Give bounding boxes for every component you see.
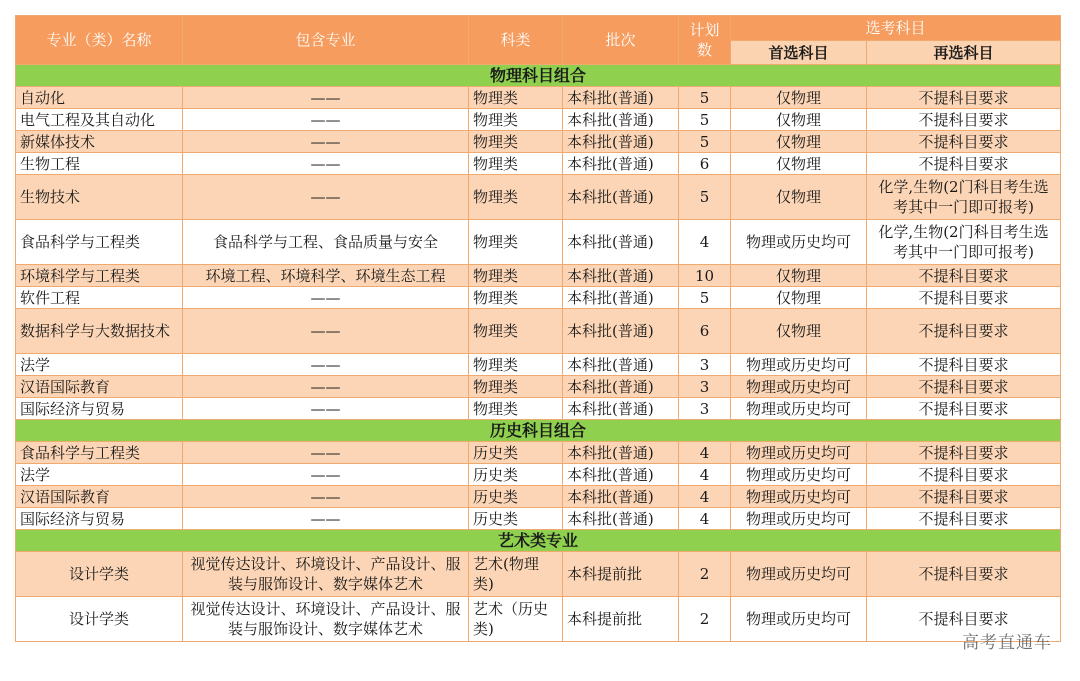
cell-included: 视觉传达设计、环境设计、产品设计、服装与服饰设计、数字媒体艺术: [183, 552, 469, 597]
cell-plan: 3: [679, 398, 731, 420]
cell-batch: 本科批(普通): [563, 508, 679, 530]
cell-name: 电气工程及其自动化: [16, 109, 183, 131]
cell-second-subject: 不提科目要求: [867, 464, 1061, 486]
cell-plan: 4: [679, 220, 731, 265]
cell-included: ——: [183, 153, 469, 175]
cell-included: ——: [183, 87, 469, 109]
group-title: 物理科目组合: [16, 65, 1061, 87]
cell-category: 历史类: [469, 508, 563, 530]
cell-name: 新媒体技术: [16, 131, 183, 153]
cell-included: ——: [183, 464, 469, 486]
header-plan: [679, 16, 731, 65]
cell-category: 物理类: [469, 153, 563, 175]
cell-first-subject: 仅物理: [731, 87, 867, 109]
cell-name: 环境科学与工程类: [16, 265, 183, 287]
cell-category: 物理类: [469, 354, 563, 376]
cell-included: 食品科学与工程、食品质量与安全: [183, 220, 469, 265]
cell-included: ——: [183, 354, 469, 376]
header-name: 专业（类）名称: [16, 16, 183, 65]
cell-second-subject: 不提科目要求: [867, 508, 1061, 530]
cell-included: 视觉传达设计、环境设计、产品设计、服装与服饰设计、数字媒体艺术: [183, 597, 469, 642]
cell-first-subject: 仅物理: [731, 153, 867, 175]
cell-plan: 5: [679, 131, 731, 153]
cell-category: 艺术（历史类): [469, 597, 563, 642]
cell-second-subject: 不提科目要求: [867, 597, 1061, 642]
cell-included: 环境工程、环境科学、环境生态工程: [183, 265, 469, 287]
table-row: [16, 109, 1061, 131]
header-subjects: 选考科目: [731, 16, 1061, 41]
cell-second-subject: 不提科目要求: [867, 287, 1061, 309]
cell-second-subject: 不提科目要求: [867, 486, 1061, 508]
cell-first-subject: 仅物理: [731, 109, 867, 131]
table-row: [16, 220, 1061, 265]
table-row: [16, 175, 1061, 220]
cell-batch: 本科批(普通): [563, 220, 679, 265]
cell-second-subject: 不提科目要求: [867, 131, 1061, 153]
cell-first-subject: 仅物理: [731, 131, 867, 153]
table-row: [16, 464, 1061, 486]
cell-included: ——: [183, 442, 469, 464]
cell-included: ——: [183, 109, 469, 131]
table-row: [16, 486, 1061, 508]
cell-batch: 本科批(普通): [563, 131, 679, 153]
cell-category: 物理类: [469, 131, 563, 153]
header-plan-line2: 数: [696, 41, 712, 59]
cell-second-subject: 不提科目要求: [867, 398, 1061, 420]
cell-second-subject: 不提科目要求: [867, 354, 1061, 376]
cell-first-subject: 物理或历史均可: [731, 486, 867, 508]
cell-second-subject: 不提科目要求: [867, 153, 1061, 175]
header-category: 科类: [469, 16, 563, 65]
cell-batch: 本科批(普通): [563, 265, 679, 287]
cell-name: 食品科学与工程类: [16, 220, 183, 265]
cell-category: 物理类: [469, 220, 563, 265]
table-row: [16, 354, 1061, 376]
cell-first-subject: 物理或历史均可: [731, 220, 867, 265]
cell-name: 设计学类: [16, 597, 183, 642]
cell-plan: 3: [679, 354, 731, 376]
table-row: [16, 398, 1061, 420]
cell-plan: 4: [679, 486, 731, 508]
cell-name: 食品科学与工程类: [16, 442, 183, 464]
cell-batch: 本科批(普通): [563, 376, 679, 398]
cell-first-subject: 仅物理: [731, 309, 867, 354]
cell-included: ——: [183, 508, 469, 530]
cell-name: 汉语国际教育: [16, 486, 183, 508]
cell-plan: 3: [679, 376, 731, 398]
cell-name: 自动化: [16, 87, 183, 109]
cell-first-subject: 物理或历史均可: [731, 552, 867, 597]
cell-name: 设计学类: [16, 552, 183, 597]
cell-second-subject: 不提科目要求: [867, 309, 1061, 354]
admission-table-page: [15, 15, 1060, 642]
cell-first-subject: 物理或历史均可: [731, 464, 867, 486]
cell-batch: 本科批(普通): [563, 398, 679, 420]
cell-first-subject: 物理或历史均可: [731, 354, 867, 376]
cell-name: 生物工程: [16, 153, 183, 175]
cell-batch: 本科批(普通): [563, 87, 679, 109]
cell-batch: 本科提前批: [563, 552, 679, 597]
cell-plan: 5: [679, 109, 731, 131]
cell-included: ——: [183, 175, 469, 220]
cell-plan: 2: [679, 552, 731, 597]
cell-first-subject: 物理或历史均可: [731, 597, 867, 642]
cell-name: 软件工程: [16, 287, 183, 309]
group-title: 历史科目组合: [16, 420, 1061, 442]
cell-batch: 本科批(普通): [563, 287, 679, 309]
table-row: [16, 552, 1061, 597]
table-row: [16, 153, 1061, 175]
cell-included: ——: [183, 376, 469, 398]
cell-category: 物理类: [469, 87, 563, 109]
table-row: [16, 309, 1061, 354]
cell-category: 物理类: [469, 376, 563, 398]
group-row: [16, 420, 1061, 442]
header-second-subject: 再选科目: [867, 41, 1061, 65]
header-batch: 批次: [563, 16, 679, 65]
cell-batch: 本科批(普通): [563, 109, 679, 131]
cell-included: ——: [183, 131, 469, 153]
table-body: [16, 65, 1061, 642]
cell-batch: 本科批(普通): [563, 153, 679, 175]
cell-first-subject: 仅物理: [731, 265, 867, 287]
cell-plan: 6: [679, 153, 731, 175]
cell-category: 物理类: [469, 309, 563, 354]
cell-category: 历史类: [469, 464, 563, 486]
cell-plan: 10: [679, 265, 731, 287]
cell-category: 物理类: [469, 175, 563, 220]
cell-category: 物理类: [469, 265, 563, 287]
table-row: [16, 597, 1061, 642]
cell-name: 生物技术: [16, 175, 183, 220]
cell-first-subject: 物理或历史均可: [731, 398, 867, 420]
table-row: [16, 87, 1061, 109]
cell-second-subject: 不提科目要求: [867, 552, 1061, 597]
cell-batch: 本科批(普通): [563, 175, 679, 220]
cell-name: 汉语国际教育: [16, 376, 183, 398]
cell-first-subject: 物理或历史均可: [731, 442, 867, 464]
group-row: [16, 530, 1061, 552]
cell-batch: 本科批(普通): [563, 464, 679, 486]
cell-second-subject: 不提科目要求: [867, 109, 1061, 131]
table-row: [16, 287, 1061, 309]
cell-second-subject: 不提科目要求: [867, 376, 1061, 398]
table-row: [16, 131, 1061, 153]
cell-plan: 4: [679, 508, 731, 530]
cell-second-subject: 化学,生物(2门科目考生选考其中一门即可报考): [867, 175, 1061, 220]
cell-plan: 4: [679, 464, 731, 486]
group-title: 艺术类专业: [16, 530, 1061, 552]
cell-batch: 本科批(普通): [563, 486, 679, 508]
table-header: [16, 16, 1061, 65]
cell-plan: 5: [679, 175, 731, 220]
cell-first-subject: 物理或历史均可: [731, 376, 867, 398]
group-row: [16, 65, 1061, 87]
cell-included: ——: [183, 287, 469, 309]
cell-category: 物理类: [469, 287, 563, 309]
table-row: [16, 508, 1061, 530]
cell-category: 历史类: [469, 486, 563, 508]
major-plan-table: [15, 15, 1061, 642]
cell-name: 法学: [16, 464, 183, 486]
header-plan-line1: 计划: [689, 21, 720, 39]
cell-plan: 4: [679, 442, 731, 464]
cell-included: ——: [183, 486, 469, 508]
cell-batch: 本科批(普通): [563, 442, 679, 464]
cell-category: 物理类: [469, 398, 563, 420]
cell-batch: 本科批(普通): [563, 354, 679, 376]
cell-included: ——: [183, 309, 469, 354]
cell-first-subject: 仅物理: [731, 287, 867, 309]
cell-second-subject: 不提科目要求: [867, 87, 1061, 109]
table-row: [16, 442, 1061, 464]
cell-batch: 本科批(普通): [563, 309, 679, 354]
cell-name: 法学: [16, 354, 183, 376]
cell-first-subject: 仅物理: [731, 175, 867, 220]
cell-second-subject: 化学,生物(2门科目考生选考其中一门即可报考): [867, 220, 1061, 265]
cell-plan: 2: [679, 597, 731, 642]
cell-category: 物理类: [469, 109, 563, 131]
cell-name: 国际经济与贸易: [16, 398, 183, 420]
cell-first-subject: 物理或历史均可: [731, 508, 867, 530]
table-row: [16, 376, 1061, 398]
cell-plan: 6: [679, 309, 731, 354]
cell-plan: 5: [679, 87, 731, 109]
cell-batch: 本科提前批: [563, 597, 679, 642]
cell-second-subject: 不提科目要求: [867, 442, 1061, 464]
table-row: [16, 265, 1061, 287]
header-included: 包含专业: [183, 16, 469, 65]
cell-category: 艺术(物理类): [469, 552, 563, 597]
cell-included: ——: [183, 398, 469, 420]
cell-name: 数据科学与大数据技术: [16, 309, 183, 354]
header-first-subject: 首选科目: [731, 41, 867, 65]
cell-name: 国际经济与贸易: [16, 508, 183, 530]
watermark: 高考直通车: [962, 633, 1052, 653]
cell-plan: 5: [679, 287, 731, 309]
cell-category: 历史类: [469, 442, 563, 464]
cell-second-subject: 不提科目要求: [867, 265, 1061, 287]
